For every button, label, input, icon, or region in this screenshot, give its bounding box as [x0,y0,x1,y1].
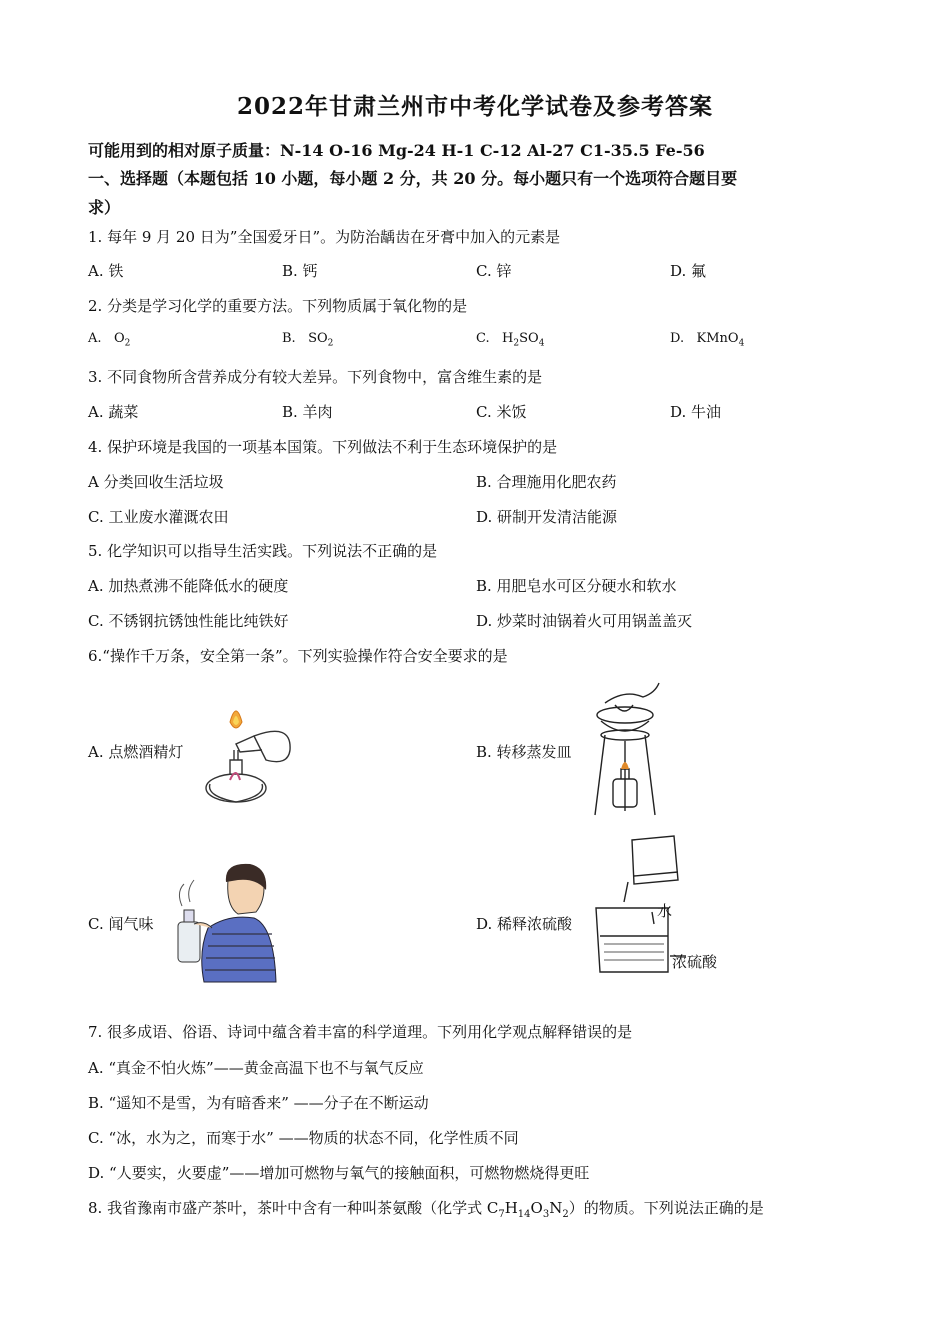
q7-option-d: D. “人要实，火要虚”——增加可燃物与氧气的接触面积，可燃物燃烧得更旺 [88,1164,590,1182]
q5-option-a: A. 加热煮沸不能降低水的硬度 [88,577,289,595]
q3-option-a: A. 蔬菜 [88,403,139,421]
q6-option-a: A. 点燃酒精灯 [88,743,184,761]
question-7: 7. 很多成语、俗语、诗词中蕴含着丰富的科学道理。下列用化学观点解释错误的是 [88,1023,633,1041]
q1-option-c: C. 锌 [476,262,512,280]
question-5: 5. 化学知识可以指导生活实践。下列说法不正确的是 [88,542,438,560]
question-3: 3. 不同食物所含营养成分有较大差异。下列食物中，富含维生素的是 [88,368,543,386]
page-title: 2022年甘肃兰州市中考化学试卷及参考答案 [236,93,713,120]
q6-option-d: D. 稀释浓硫酸 [476,915,573,933]
q3-option-d: D. 牛油 [670,403,722,421]
atomic-masses: 可能用到的相对原子质量：N-14 O-16 Mg-24 H-1 C-12 Al-27 C1-35.5 Fe-56 [88,141,705,160]
q2-option-b: B. $SO_2$ [282,331,334,349]
q4-option-d: D. 研制开发清洁能源 [476,508,618,526]
section-heading-cont: 求） [88,198,121,217]
q1-option-a: A. 铁 [88,262,124,280]
q2-option-a: A. $O_2$ [88,331,131,349]
q5-option-c: C. 不锈钢抗锈蚀性能比纯铁好 [88,612,289,630]
q1-option-b: B. 钙 [282,262,318,280]
q7-option-b: B. “遥知不是雪，为有暗香来” ——分子在不断运动 [88,1094,429,1112]
alcohol-lamp-figure [196,700,306,812]
q4-option-c: C. 工业废水灌溉农田 [88,508,229,526]
q5-option-b: B. 用肥皂水可区分硬水和软水 [476,577,677,595]
question-8: 8. 我省豫南市盛产茶叶，茶叶中含有一种叫茶氨酸（化学式 $C_7H_{14}O_3N_2$）的物质。下列说法正确的是 [88,1199,764,1220]
q2-option-d: D. KMnO$_4$ [670,331,745,349]
water-label: 水 [657,902,673,920]
question-6: 6.“操作千万条，安全第一条”。下列实验操作符合安全要求的是 [88,647,508,665]
q4-option-b: B. 合理施用化肥农药 [476,473,617,491]
acid-label: 浓硫酸 [672,953,718,971]
q4-option-a: A 分类回收生活垃圾 [88,473,224,491]
question-1: 1. 每年 9 月 20 日为”全国爱牙日”。为防治龋齿在牙膏中加入的元素是 [88,228,561,246]
q2-option-c: C. $H_2SO_4$ [476,331,545,349]
q5-option-d: D. 炒菜时油锅着火可用锅盖盖灭 [476,612,693,630]
q7-option-c: C. “冰，水为之，而寒于水” ——物质的状态不同，化学性质不同 [88,1129,519,1147]
q3-option-c: C. 米饭 [476,403,527,421]
q3-option-b: B. 羊肉 [282,403,333,421]
section-heading: 一、选择题（本题包括 10 小题，每小题 2 分，共 20 分。每小题只有一个选项符合题目要 [88,169,738,188]
evaporating-dish-figure [585,683,665,818]
q1-option-d: D. 氟 [670,262,707,280]
q6-option-b: B. 转移蒸发皿 [476,743,572,761]
smelling-gas-figure [168,862,278,984]
question-2: 2. 分类是学习化学的重要方法。下列物质属于氧化物的是 [88,297,468,315]
q6-option-c: C. 闻气味 [88,915,154,933]
question-4: 4. 保护环境是我国的一项基本国策。下列做法不利于生态环境保护的是 [88,438,558,456]
q7-option-a: A. “真金不怕火炼”——黄金高温下也不与氧气反应 [88,1059,424,1077]
